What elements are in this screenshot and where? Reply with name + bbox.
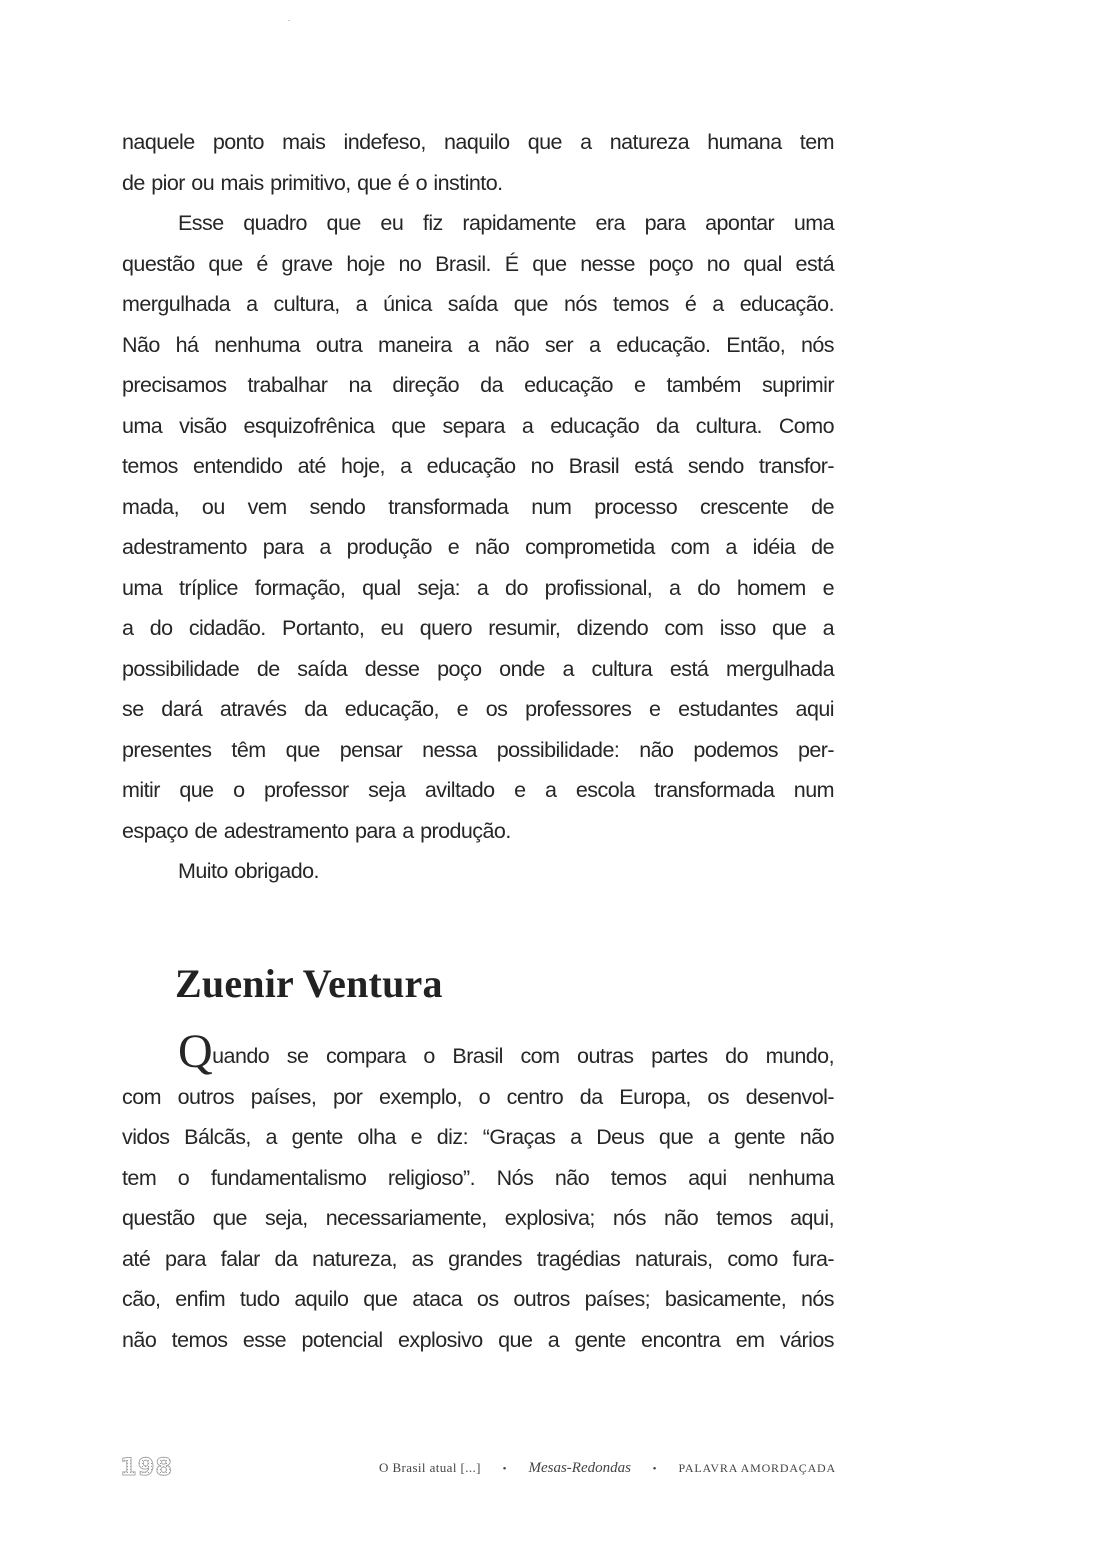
text-line: presentes têm que pensar nessa possibilidade: não podemos per- [122,737,834,762]
text-line: com outros países, por exemplo, o centro da Europa, os desenvol- [122,1084,834,1109]
text-line: temos entendido até hoje, a educação no Brasil está sendo transfor- [122,454,834,478]
text-line: se dará através da educação, e os professores e estudantes aqui [122,697,834,721]
paragraph-closing [122,851,834,892]
running-head [379,1460,836,1477]
page-footer [120,1453,836,1481]
page-number: 198 [120,1453,174,1481]
text-line: questão que é grave hoje no Brasil. É que nesse poço no qual está [122,251,834,276]
text-line: uma tríplice formação, qual seja: a do profissional, a do homem e [122,575,834,600]
text-line: tem o fundamentalismo religioso”. Nós não temos aqui nenhuma [122,1165,834,1190]
text-line: Esse quadro que eu fiz rapidamente era para apontar uma [178,211,834,235]
bullet-separator-icon: • [652,1463,657,1475]
text-line: precisamos trabalhar na direção da educação e também suprimir [122,373,834,397]
paragraph-1 [122,122,834,203]
scan-speck [288,20,290,21]
text-line: vidos Bálcãs, a gente olha e diz: “Graças a Deus que a gente não [122,1125,834,1149]
text-line: mada, ou vem sendo transformada num processo crescente de [122,494,834,519]
text-line-first [122,1025,834,1078]
text-line: mitir que o professor seja aviltado e a escola transformada num [122,778,834,802]
paragraph-2 [122,203,834,851]
paragraph-4 [122,1025,834,1360]
text-line: Não há nenhuma outra maneira a não ser a educação. Então, nós [122,332,834,357]
section-2-body [122,1025,834,1360]
text-line: mergulhada a cultura, a única saída que nós temos é a educação. [122,292,834,316]
text-line: uma visão esquizofrênica que separa a educação da cultura. Como [122,413,834,438]
text-line: cão, enfim tudo aquilo que ataca os outros países; basicamente, nós [122,1287,834,1311]
bullet-separator-icon: • [502,1463,507,1475]
text-line: adestramento para a produção e não comprometida com a idéia de [122,535,834,559]
text-line: não temos esse potencial explosivo que a gente encontra em vários [122,1327,834,1352]
section-1-body [122,122,834,892]
closing-line: Muito obrigado. [178,859,319,883]
text-line: possibilidade de saída desse poço onde a cultura está mergulhada [122,656,834,681]
text-line: naquele ponto mais indefeso, naquilo que a natureza humana tem [122,130,834,154]
text-line: de pior ou mais primitivo, que é o instinto. [122,170,503,195]
section-heading: Zuenir Ventura [175,961,443,1006]
text-line: a do cidadão. Portanto, eu quero resumir, dizendo com isso que a [122,616,834,640]
first-line-rest: uando se compara o Brasil com outras partes do mundo, [212,1044,834,1068]
running-head-part-2: Mesas-Redondas [528,1460,631,1476]
drop-cap: Q [178,1025,213,1078]
running-head-part-3: PALAVRA AMORDAÇADA [678,1461,836,1475]
text-line: questão que seja, necessariamente, explosiva; nós não temos aqui, [122,1206,834,1230]
text-line: espaço de adestramento para a produção. [122,818,511,843]
text-line: até para falar da natureza, as grandes tragédias naturais, como fura- [122,1246,834,1271]
running-head-part-1: O Brasil atual [...] [379,1460,481,1475]
